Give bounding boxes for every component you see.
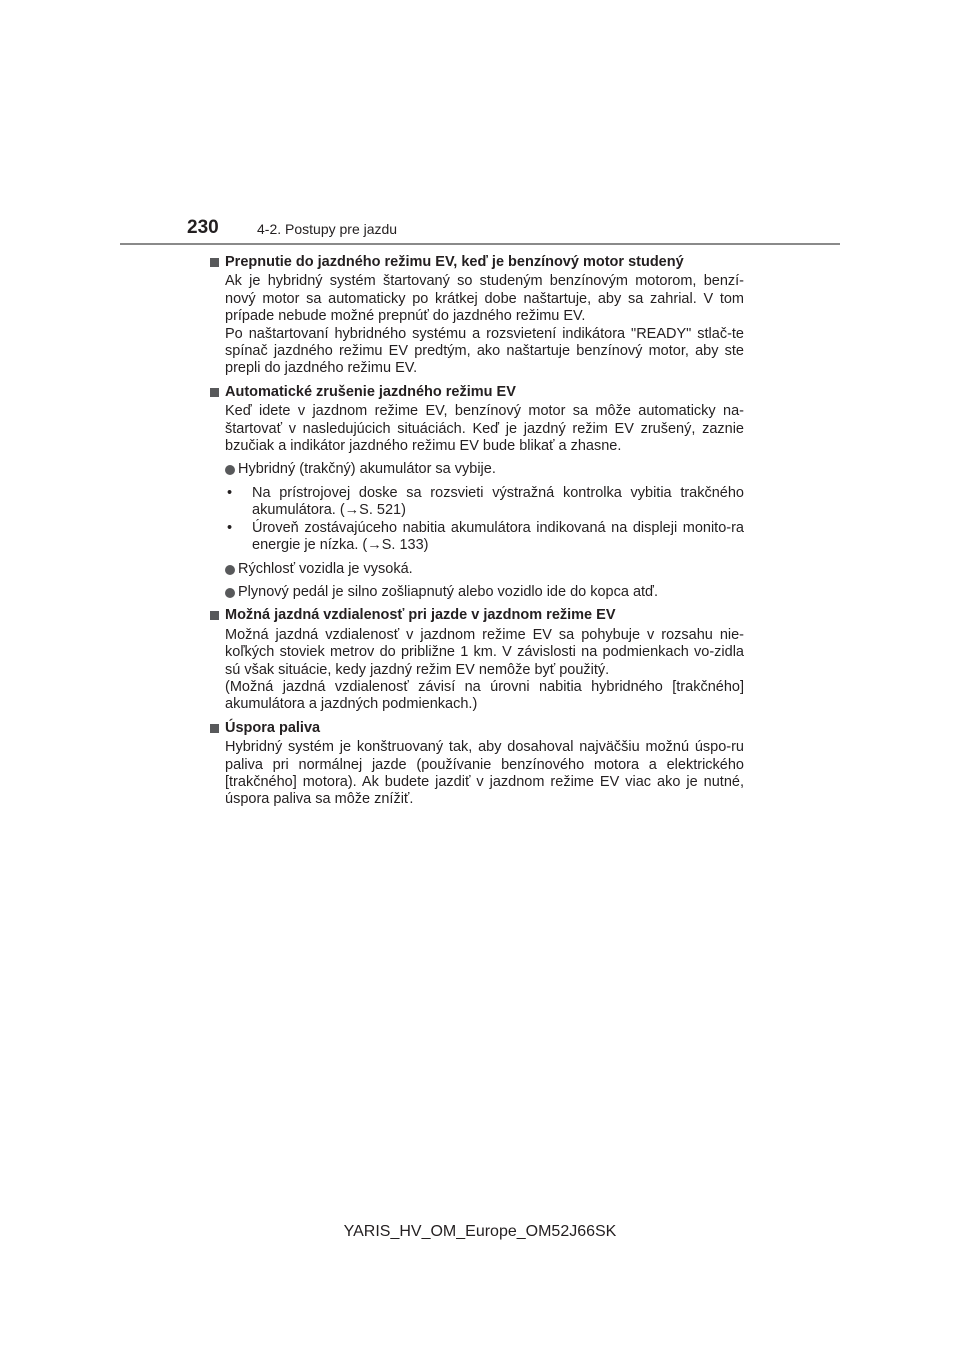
topic-cold-engine [210,254,744,378]
header-divider [120,243,840,245]
list-item-text: Plynový pedál je silno zošliapnutý alebo vozidlo ide do kopca atď. [238,583,659,600]
topic-heading-text: Možná jazdná vzdialenosť pri jazde v jazdnom režime EV [225,607,616,624]
topic-heading [210,720,744,737]
list-item-text: Rýchlosť vozidla je vysoká. [238,560,413,577]
square-bullet-icon [210,611,219,620]
list-item [210,584,744,601]
square-bullet-icon [210,258,219,267]
small-bullet-icon: • [227,484,233,501]
paragraph: Možná jazdná vzdialenosť v jazdnom režime EV sa pohybuje v rozsahu nie-koľkých stoviek metrov do približne 1 km. V závislosti na podmienkach vo-zidla sú však situácie, kedy jazdný režim EV nemôže byť použitý. [225,626,744,678]
section-title: 4-2. Postupy pre jazdu [257,221,398,237]
topic-driving-range [210,607,744,713]
paragraph: (Možná jazdná vzdialenosť závisí na úrovni nabitia hybridného [trakčného] akumulátora a jazdných podmienkach.) [225,678,744,713]
sub-list-item [210,520,744,555]
topic-heading [210,254,744,271]
paragraph: Ak je hybridný systém štartovaný so studeným benzínovým motorom, benzí-nový motor sa automaticky po krátkej dobe naštartuje, aby sa zahrial. V tom prípade nebude možné prepnúť do jazdného režimu EV. [225,273,744,325]
topic-heading-text: Automatické zrušenie jazdného režimu EV [225,383,516,400]
paragraph: Keď idete v jazdnom režime EV, benzínový motor sa môže automaticky na-štartovať v nasledujúcich situáciách. Keď je jazdný režim EV zrušený, zaznie bzučiak a indikátor jazdného režimu EV bude blikať a zhasne. [225,403,744,455]
sub-list-item-text: Úroveň zostávajúceho nabitia akumulátora indikovaná na displeji monito-ra energie je nízka. (→S. 133) [252,519,744,554]
square-bullet-icon [210,388,219,397]
sub-list-item [210,485,744,520]
circle-bullet-icon [225,565,235,575]
topic-heading [210,384,744,401]
topic-heading-text: Prepnutie do jazdného režimu EV, keď je benzínový motor studený [225,254,684,270]
list-item [210,461,744,478]
topic-fuel-economy [210,720,744,809]
square-bullet-icon [210,724,219,733]
paragraph: Po naštartovaní hybridného systému a rozsvietení indikátora "READY" stlač-te spínač jazdného režimu EV predtým, ako naštartuje benzínový motor, aby ste prepli do jazdného režimu EV. [225,325,744,377]
topic-automatic-cancel [210,384,744,601]
sub-list-item-text: Na prístrojovej doske sa rozsvieti výstražná kontrolka vybitia trakčného akumulátora. (→S. 521) [252,484,744,519]
topic-heading-text: Úspora paliva [225,719,321,736]
list-item-text: Hybridný (trakčný) akumulátor sa vybije. [238,461,496,478]
small-bullet-icon: • [227,519,233,536]
paragraph: Hybridný systém je konštruovaný tak, aby dosahoval najväčšiu možnú úspo-ru paliva pri normálnej jazde (používanie benzínového motora a elektrického [trakčného] motora). Ak budete jazdiť v jazdnom režime EV viac ako je nutné, úspora paliva sa môže znížiť. [225,739,744,808]
circle-bullet-icon [225,588,235,598]
main-content [210,254,744,815]
list-item [210,561,744,578]
document-code-footer: YARIS_HV_OM_Europe_OM52J66SK [343,1223,617,1240]
topic-heading [210,607,744,624]
page-number: 230 [187,217,219,238]
